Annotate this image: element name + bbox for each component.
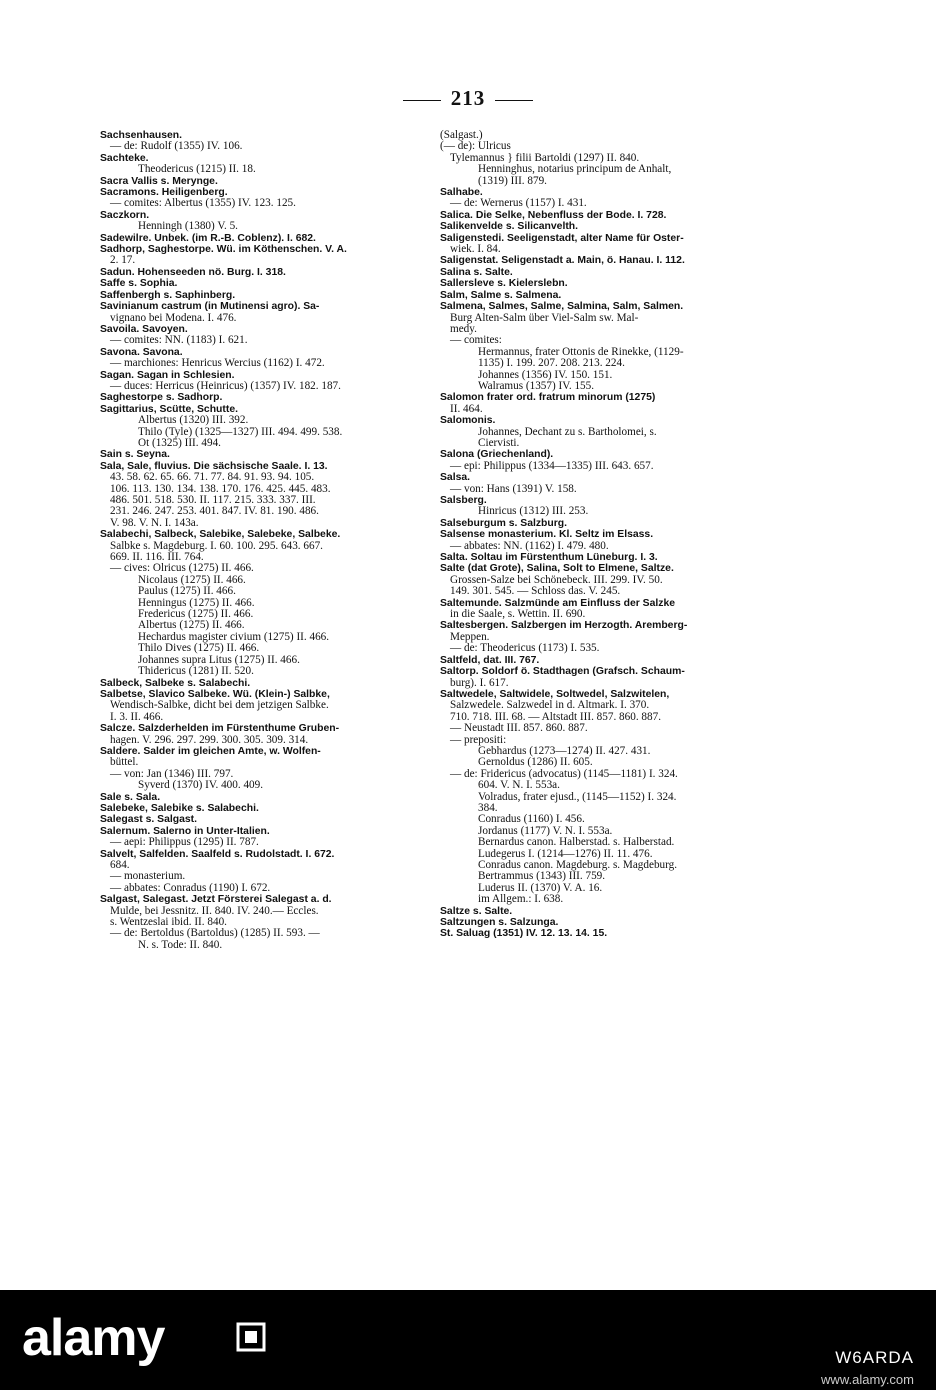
index-headword: Salta. Soltau im Fürstenthum Lüneburg. I. 3. <box>440 552 658 564</box>
index-line: 106. 113. 130. 134. 138. 170. 176. 425. 445. 483. <box>110 482 331 495</box>
index-line: I. 3. II. 466. <box>110 710 164 723</box>
index-line: 149. 301. 545. — Schloss das. V. 245. <box>450 585 621 598</box>
index-line: wiek. I. 84. <box>450 243 501 256</box>
index-line: Jordanus (1177) V. N. I. 553a. <box>478 824 613 837</box>
index-line: Salbke s. Magdeburg. I. 60. 100. 295. 643. 667. <box>110 539 323 552</box>
index-headword: Sagittarius, Scütte, Schutte. <box>100 403 238 415</box>
index-headword: Salgast, Salegast. Jetzt Försterei Salegast a. d. <box>100 894 332 906</box>
left-column <box>100 130 435 951</box>
index-headword: Salona (Griechenland). <box>440 449 554 461</box>
index-line: im Allgem.: I. 638. <box>478 893 564 906</box>
index-line: Ludegerus I. (1214—1276) II. 11. 476. <box>478 847 653 860</box>
index-headword: Sacra Vallis s. Merynge. <box>100 175 218 187</box>
index-headword: Salomonis. <box>440 415 496 427</box>
index-headword: Saffenbergh s. Saphinberg. <box>100 289 236 301</box>
index-line: 604. V. N. I. 553a. <box>478 779 560 792</box>
index-line: — aepi: Philippus (1295) II. 787. <box>110 836 259 849</box>
index-line: — abbates: NN. (1162) I. 479. 480. <box>450 539 609 552</box>
page-number: 213 <box>450 86 486 110</box>
index-line: 231. 246. 247. 253. 401. 847. IV. 81. 190. 486. <box>110 505 319 518</box>
index-line: Bernardus canon. Halberstad. s. Halberstad. <box>478 836 675 849</box>
index-line: Johannes supra Litus (1275) II. 466. <box>138 653 300 666</box>
index-line: Gebhardus (1273—1274) II. 427. 431. <box>478 744 651 757</box>
alamy-logo: alamy <box>22 1309 165 1367</box>
index-headword: Sadun. Hohenseeden nö. Burg. I. 318. <box>100 266 286 278</box>
index-headword: Salhabe. <box>440 187 483 199</box>
index-headword: Saczkorn. <box>100 209 150 221</box>
index-line: — monasterium. <box>110 870 186 883</box>
index-headword: Salbetse, Slavico Salbeke. Wü. (Klein-) Salbke, <box>100 688 330 700</box>
index-headword: Saltzungen s. Salzunga. <box>440 917 559 929</box>
index-headword: Sallersleve s. Kielerslebn. <box>440 278 568 290</box>
right-column <box>440 130 775 940</box>
index-line: Thilo (Tyle) (1325—1327) III. 494. 499. 538. <box>138 425 343 438</box>
index-headword: Sala, Sale, fluvius. Die sächsische Saale. I. 13. <box>100 460 328 472</box>
index-line: Henningus (1275) II. 466. <box>138 596 255 609</box>
index-line: — prepositi: <box>450 733 507 746</box>
index-headword: Salcze. Salzderhelden im Fürstenthume Gruben- <box>100 723 340 735</box>
index-line: Henningh (1380) V. 5. <box>138 220 238 233</box>
index-line: Walramus (1357) IV. 155. <box>478 379 595 392</box>
index-line: Johannes, Dechant zu s. Bartholomei, s. <box>478 425 657 438</box>
index-headword: Saltwedele, Saltwidele, Soltwedel, Salzwitelen, <box>440 688 670 700</box>
index-line: 684. <box>110 859 130 871</box>
index-headword: Saffe s. Sophia. <box>100 278 178 290</box>
index-line: Wendisch-Salbke, dicht bei dem jetzigen Salbke. <box>110 699 329 712</box>
index-line: — marchiones: Henricus Wercius (1162) I. 472. <box>110 357 325 370</box>
index-headword: Salebeke, Salebike s. Salabechi. <box>100 802 259 814</box>
index-headword: St. Saluag (1351) IV. 12. 13. 14. 15. <box>440 928 608 940</box>
index-headword: Salina s. Salte. <box>440 266 513 278</box>
index-line: 43. 58. 62. 65. 66. 71. 77. 84. 91. 93. 94. 105. <box>110 471 315 484</box>
index-line: Paulus (1275) II. 466. <box>138 585 236 598</box>
index-headword: Saldere. Salder im gleichen Amte, w. Wolfen- <box>100 745 321 757</box>
index-headword: Salbeck, Salbeke s. Salabechi. <box>100 677 251 689</box>
index-headword: Savinianum castrum (in Mutinensi agro). Sa- <box>100 301 320 313</box>
index-headword: Salvelt, Salfelden. Saalfeld s. Rudolstadt. I. 672. <box>100 848 335 860</box>
index-line: V. 98. V. N. I. 143a. <box>110 516 199 529</box>
index-line: Theodericus (1215) II. 18. <box>138 163 256 176</box>
index-line: Burg Alten-Salm über Viel-Salm sw. Mal- <box>450 311 639 324</box>
index-headword: Saligenstedi. Seeligenstadt, alter Name für Oster- <box>440 232 684 244</box>
index-headword: Salomon frater ord. fratrum minorum (1275) <box>440 392 656 404</box>
index-line: — de: Fridericus (advocatus) (1145—1181) I. 324. <box>450 767 678 780</box>
index-line: (1319) III. 879. <box>478 174 547 187</box>
index-headword: Saltfeld, dat. III. 767. <box>440 654 540 666</box>
index-line: — cives: Olricus (1275) II. 466. <box>110 562 254 575</box>
index-headword: Saltemunde. Salzmünde am Einfluss der Salzke <box>440 597 676 609</box>
index-headword: Sachsenhausen. <box>100 130 183 141</box>
index-line: Tylemannus } filii Bartoldi (1297) II. 840. <box>450 151 640 164</box>
index-headword: Salmena, Salmes, Salme, Salmina, Salm, Salmen. <box>440 301 684 313</box>
index-headword: Salica. Die Selke, Nebenfluss der Bode. I. 728. <box>440 209 667 221</box>
index-headword: Saltorp. Soldorf ö. Stadthagen (Grafsch. Schaum- <box>440 666 685 678</box>
index-line: Johannes (1356) IV. 150. 151. <box>478 368 613 381</box>
index-line: 669. II. 116. III. 764. <box>110 551 204 564</box>
index-line: Gernoldus (1286) II. 605. <box>478 756 593 769</box>
index-line: — de: Theodericus (1173) I. 535. <box>450 642 600 655</box>
index-headword: Salegast s. Salgast. <box>100 814 198 826</box>
index-headword: Saltesbergen. Salzbergen im Herzogth. Aremberg- <box>440 620 688 632</box>
index-line: hagen. V. 296. 297. 299. 300. 305. 309. 314. <box>110 733 309 746</box>
index-line: s. Wentzeslai ibid. II. 840. <box>110 916 227 929</box>
index-line: Meppen. <box>450 630 490 643</box>
index-headword: Sagan. Sagan in Schlesien. <box>100 369 235 381</box>
index-line: 710. 718. III. 68. — Altstadt III. 857. 860. 887. <box>450 710 661 723</box>
watermark-footer <box>0 1290 936 1390</box>
index-line: 486. 501. 518. 530. II. 117. 215. 333. 337. III. <box>110 494 316 506</box>
index-headword: Salseburgum s. Salzburg. <box>440 517 568 529</box>
index-headword: Savoila. Savoyen. <box>100 323 188 335</box>
index-line: Luderus II. (1370) V. A. 16. <box>478 881 603 894</box>
index-headword: Salm, Salme s. Salmena. <box>440 289 562 301</box>
index-headword: Salsense monasterium. Kl. Seltz im Elsass. <box>440 529 654 541</box>
index-line: Hechardus magister civium (1275) II. 466. <box>138 630 330 643</box>
index-line: Hermannus, frater Ottonis de Rinekke, (1129- <box>478 345 684 358</box>
index-line: Conradus (1160) I. 456. <box>478 813 585 826</box>
index-headword: Salsa. <box>440 472 471 484</box>
index-line: — von: Jan (1346) III. 797. <box>110 767 234 780</box>
index-line: N. s. Tode: II. 840. <box>138 938 223 951</box>
index-headword: Salsberg. <box>440 495 487 506</box>
index-line: Thidericus (1281) II. 520. <box>138 665 254 678</box>
index-headword: Savona. Savona. <box>100 346 183 358</box>
index-line: Ot (1325) III. 494. <box>138 436 221 449</box>
index-line: (Salgast.) <box>440 129 483 141</box>
header-rule-right <box>495 100 533 101</box>
index-line: Thilo Dives (1275) II. 466. <box>138 642 260 655</box>
index-line: — comites: <box>450 334 502 347</box>
index-line: Syverd (1370) IV. 400. 409. <box>138 779 264 792</box>
index-line: — von: Hans (1391) V. 158. <box>450 482 577 495</box>
index-line: Fredericus (1275) II. 466. <box>138 608 254 621</box>
index-line: in die Saale, s. Wettin. II. 690. <box>450 608 586 621</box>
index-line: — comites: NN. (1183) I. 621. <box>110 334 248 347</box>
index-line: — de: Wernerus (1157) I. 431. <box>450 197 587 210</box>
index-line: 384. <box>478 801 498 814</box>
index-line: Albertus (1320) III. 392. <box>138 414 249 427</box>
index-line: Conradus canon. Magdeburg. s. Magdeburg. <box>478 859 678 871</box>
index-line: vignano bei Modena. I. 476. <box>110 311 237 324</box>
index-headword: Sale s. Sala. <box>100 791 161 803</box>
index-headword: Saghestorpe s. Sadhorp. <box>100 392 223 404</box>
index-line: — de: Bertoldus (Bartoldus) (1285) II. 593. — <box>110 927 320 940</box>
index-line: Mulde, bei Jessnitz. II. 840. IV. 240.— Eccles. <box>110 904 319 917</box>
index-headword: Saligenstat. Seligenstadt a. Main, ö. Hanau. I. 112. <box>440 255 685 267</box>
alamy-logo-icon <box>236 1322 266 1352</box>
index-line: — Neustadt III. 857. 860. 887. <box>450 722 588 735</box>
index-line: — epi: Philippus (1334—1335) III. 643. 657. <box>450 459 654 472</box>
index-headword: Salikenvelde s. Silicanvelth. <box>440 221 579 233</box>
index-line: 1135) I. 199. 207. 208. 213. 224. <box>478 357 625 370</box>
index-line: büttel. <box>110 756 139 769</box>
index-line: Nicolaus (1275) II. 466. <box>138 573 246 586</box>
index-line: 2. 17. <box>110 254 136 267</box>
index-headword: Salabechi, Salbeck, Salebike, Salebeke, Salbeke. <box>100 529 341 541</box>
index-headword: Sadewilre. Unbek. (im R.-B. Coblenz). I. 682. <box>100 232 316 244</box>
index-line: Bertrammus (1343) III. 759. <box>478 870 606 883</box>
index-line: Volradus, frater ejusd., (1145—1152) I. 324. <box>478 790 677 803</box>
index-line: medy. <box>450 322 477 335</box>
index-line: — abbates: Conradus (1190) I. 672. <box>110 881 271 894</box>
footer-url: www.alamy.com <box>821 1372 914 1387</box>
index-line: — de: Rudolf (1355) IV. 106. <box>110 140 243 153</box>
index-headword: Sacramons. Heiligenberg. <box>100 187 228 199</box>
index-line: II. 464. <box>450 402 483 415</box>
index-headword: Sachteke. <box>100 152 149 164</box>
index-headword: Salte (dat Grote), Salina, Solt to Elmene, Saltze. <box>440 563 674 575</box>
index-line: Ciervisti. <box>478 436 520 449</box>
index-line: — duces: Herricus (Heinricus) (1357) IV. 182. 187. <box>110 379 341 392</box>
index-headword: Sain s. Seyna. <box>100 449 170 461</box>
index-line: Grossen-Salze bei Schönebeck. III. 299. IV. 50. <box>450 573 663 586</box>
header-rule-left <box>403 100 441 101</box>
index-line: Salzwedele. Salzwedel in d. Altmark. I. 370. <box>450 699 650 712</box>
index-line: Henninghus, notarius principum de Anhalt, <box>478 163 672 176</box>
index-line: — comites: Albertus (1355) IV. 123. 125. <box>110 197 296 210</box>
index-headword: Salernum. Salerno in Unter-Italien. <box>100 825 270 837</box>
stock-id: W6ARDA <box>835 1348 914 1367</box>
index-headword: Sadhorp, Saghestorpe. Wü. im Köthenschen. V. A. <box>100 244 347 256</box>
index-line: Albertus (1275) II. 466. <box>138 619 245 632</box>
index-line: Hinricus (1312) III. 253. <box>478 505 589 518</box>
index-line: burg). I. 617. <box>450 676 509 689</box>
page-header <box>0 86 936 111</box>
index-line: (— de): Ulricus <box>440 140 511 153</box>
index-headword: Saltze s. Salte. <box>440 905 513 917</box>
